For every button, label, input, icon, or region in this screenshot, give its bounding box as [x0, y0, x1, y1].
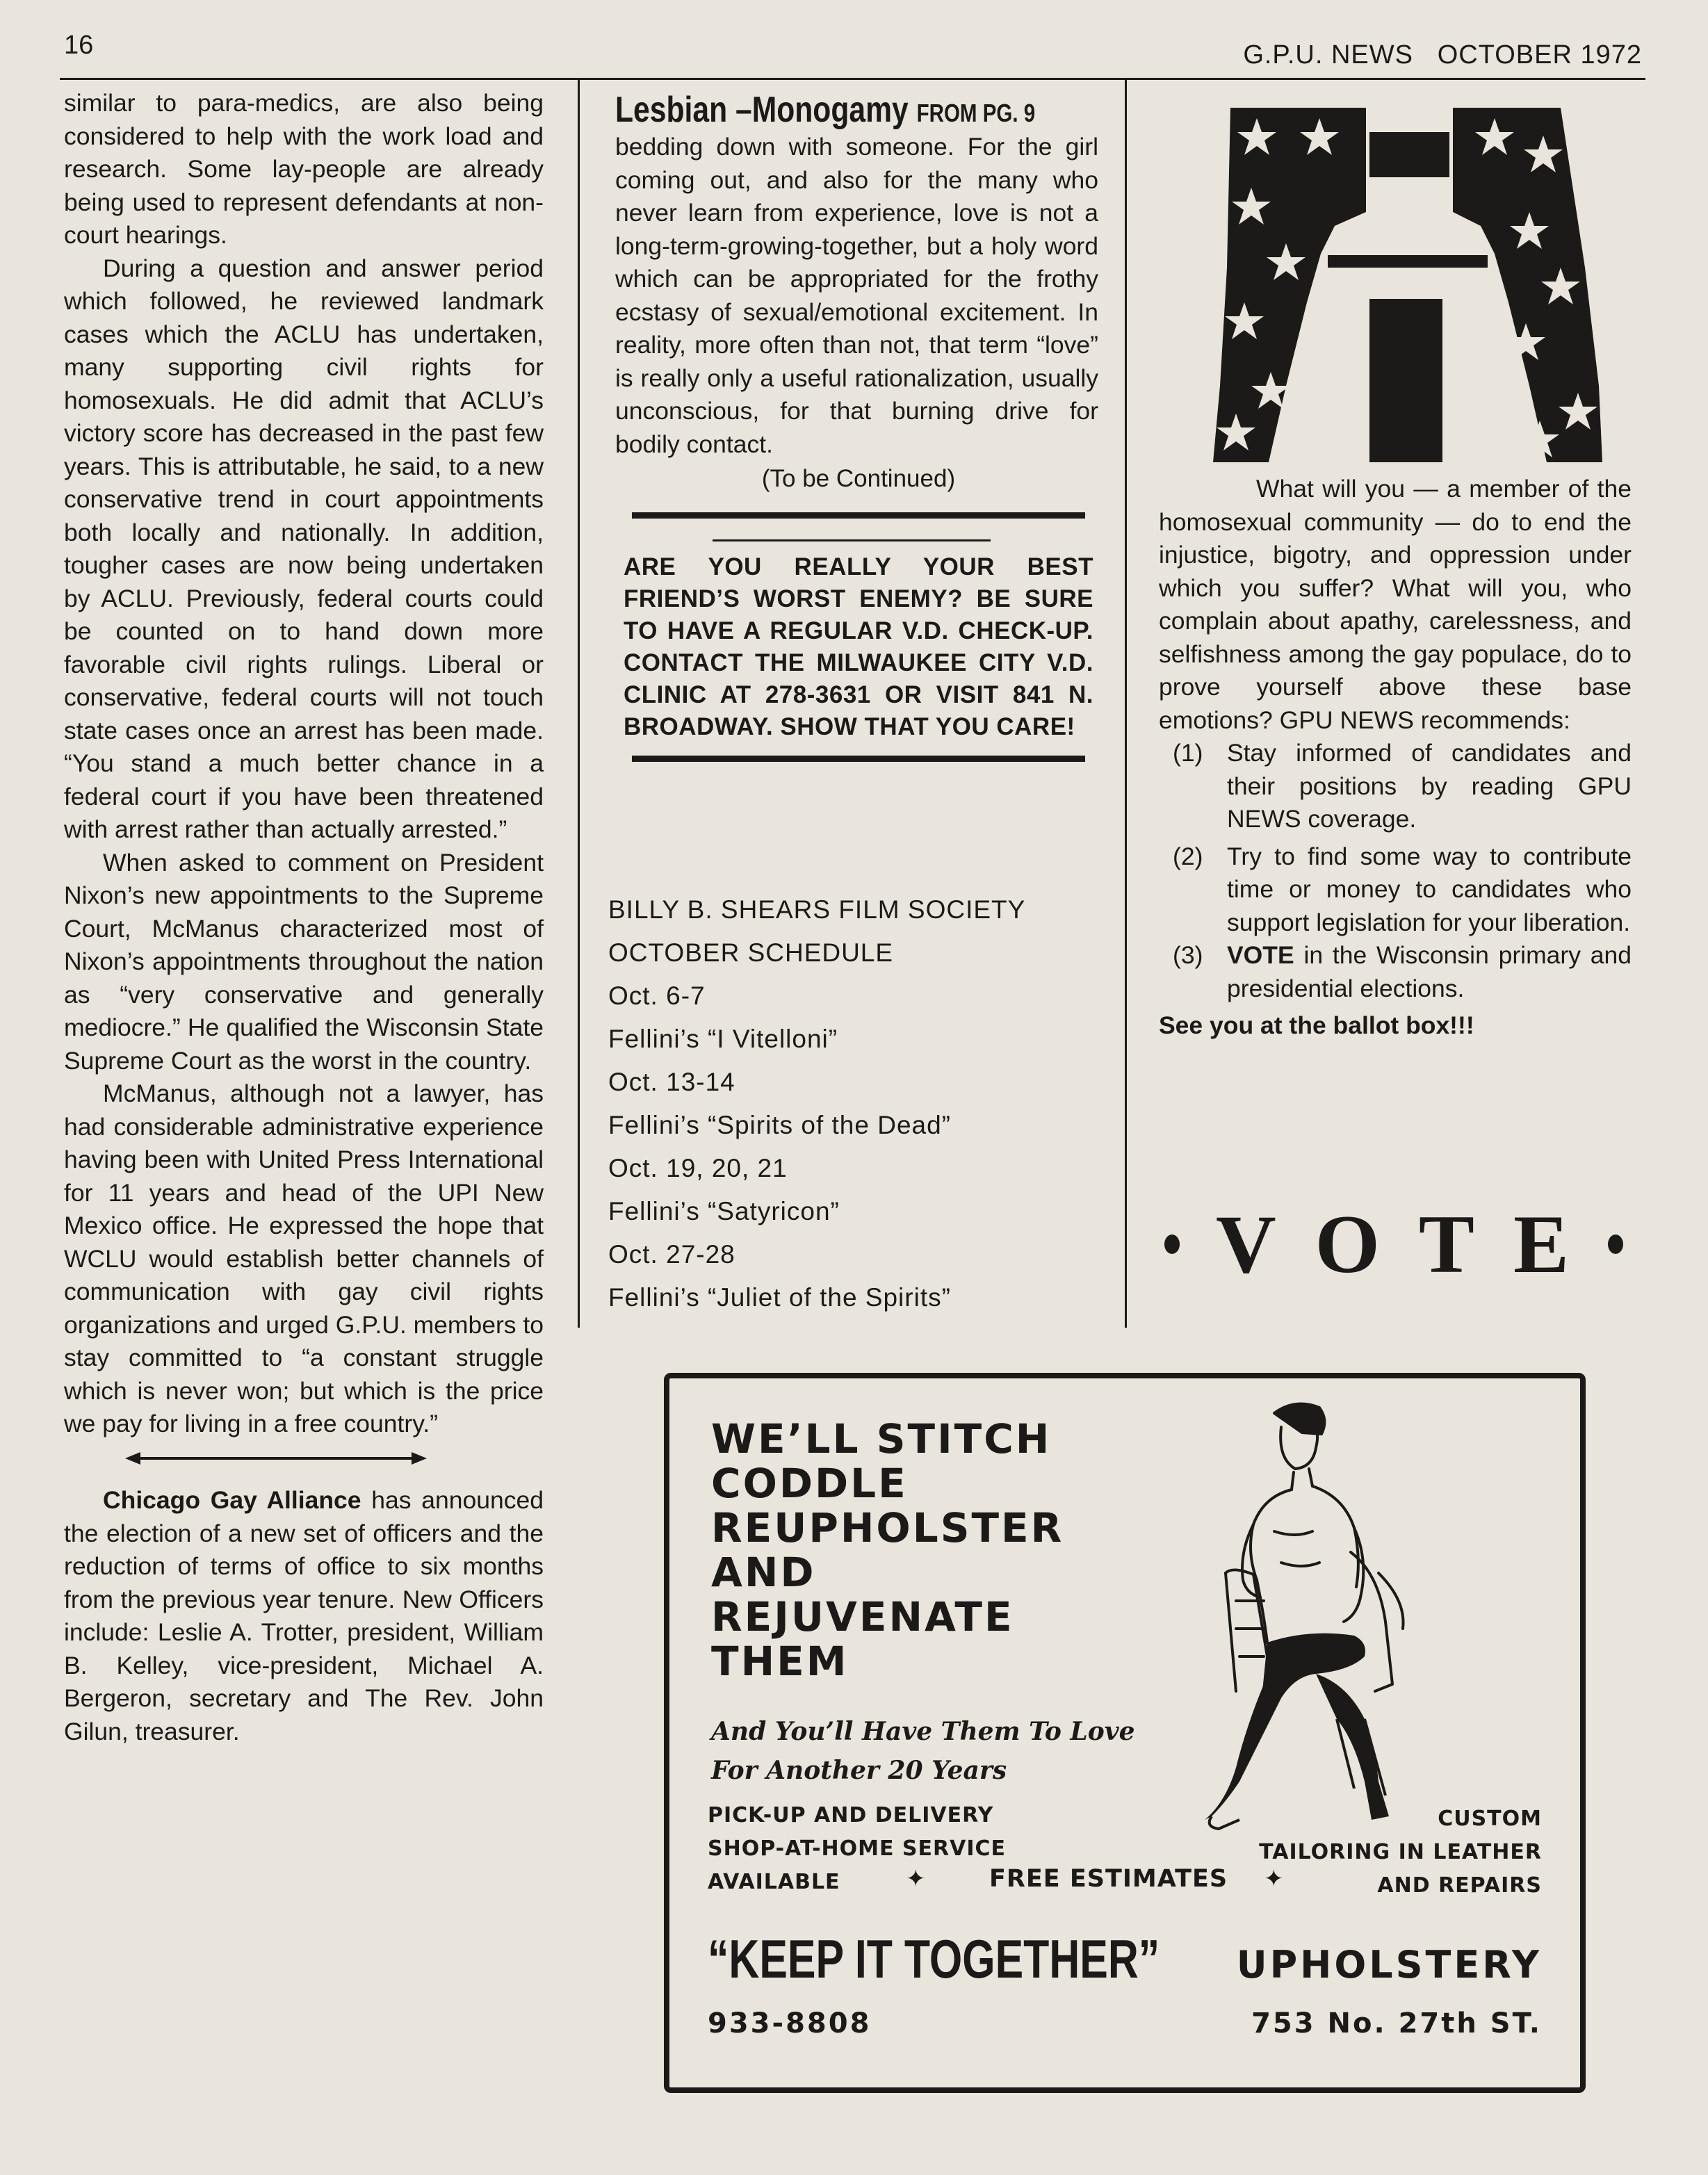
vote-letter: T — [1418, 1198, 1477, 1290]
article-title — [615, 89, 1036, 131]
ad-tagline-line: And You’ll Have Them To Love — [711, 1717, 1135, 1746]
item-text: Try to find some way to contribute time or money to candidates who support legislation for your liberation. — [1227, 842, 1632, 936]
seated-man-illustration — [1198, 1392, 1434, 1837]
ad-tagline — [711, 1712, 1135, 1790]
vote-intro: What will you — a member of the homosexual community — do to end the injustice, bigotry, and oppression under which you suffer? What will you, who complain about apathy, carelessness, and selfishness among the gay populace, do to prove yourself above these base emotions? GPU NEWS recommends: — [1159, 475, 1632, 734]
to-be-continued: (To be Continued) — [761, 465, 956, 492]
film-title: Fellini’s “I Vitelloni” — [608, 1025, 838, 1053]
rule — [632, 512, 1085, 519]
ad-headline-line: CODDLE — [711, 1460, 908, 1507]
publication-name: G.P.U. NEWS — [1243, 40, 1413, 70]
ad-service-line-3 — [708, 1866, 1006, 1899]
middle-column — [615, 89, 1102, 762]
ad-headline-line: REUPHOLSTER — [711, 1504, 1064, 1551]
item-number: (2) — [1173, 842, 1203, 870]
item-number: (1) — [1173, 739, 1203, 767]
ad-custom-line: TAILORING IN LEATHER — [1259, 1840, 1542, 1864]
film-dates: Oct. 6-7 — [608, 981, 706, 1010]
star-spangled-m-graphic — [1203, 94, 1613, 469]
alliance-text: has announced the election of a new set of officers and the reduction of terms of office to six months from the previous year tenure. New Officers include: Leslie A. Trotter, president, William B. Kelley, vice-president, Michael A. Bergeron, secretary and The Rev. John Gilun, treasurer. — [64, 1486, 544, 1745]
running-header — [1243, 40, 1642, 70]
rule — [713, 539, 991, 541]
right-column — [1159, 473, 1632, 1043]
film-dates: Oct. 27-28 — [608, 1240, 735, 1269]
vd-clinic-notice: ARE YOU REALLY YOUR BEST FRIEND’S WORST ENEMY? BE SURE TO HAVE A REGULAR V.D. CHECK-UP. CONTACT THE MILWAUKEE CITY V.D. CLINIC AT 278-3631 OR VISIT 841 N. BROADWAY. SHOW THAT YOU CARE! — [624, 553, 1093, 740]
ad-free-estimates: FREE ESTIMATES — [989, 1865, 1228, 1893]
recommendation-item — [1159, 840, 1632, 940]
vote-letter: E — [1513, 1198, 1572, 1290]
rule — [632, 756, 1085, 762]
ad-service-line: PICK-UP AND DELIVERY — [708, 1803, 994, 1827]
ad-headline-line: AND — [711, 1549, 816, 1596]
ad-headline — [711, 1417, 1064, 1684]
ad-service-line: SHOP-AT-HOME SERVICE — [708, 1836, 1007, 1861]
ad-bullet-icon: ✦ — [1264, 1865, 1285, 1893]
recommendation-item — [1159, 939, 1632, 1005]
ad-address: 753 No. 27th ST. — [1251, 2007, 1542, 2039]
item-text-rest: in the Wisconsin primary and presidential elections. — [1227, 941, 1632, 1002]
film-dates: Oct. 19, 20, 21 — [608, 1154, 788, 1182]
article-paragraph: McManus, although not a lawyer, has had considerable administrative experience having been with United Press International for 11 years and head of the UPI New Mexico office. He expressed the hope that WCLU would establish better channels of communication with gay civil rights organizations and urged G.P.U. members to stay committed to “a constant struggle which is never won; but which is the price we pay for living in a free country.” — [64, 1080, 544, 1437]
ad-name-big: “KEEP IT TOGETHER” — [708, 1928, 1160, 1989]
film-title: Fellini’s “Satyricon” — [608, 1197, 840, 1225]
ad-tagline-line: For Another 20 Years — [711, 1756, 1007, 1785]
arrow-divider — [64, 1441, 544, 1476]
film-title: Fellini’s “Spirits of the Dead” — [608, 1111, 951, 1139]
continued-from: FROM PG. 9 — [916, 99, 1036, 127]
issue-date: OCTOBER 1972 — [1437, 40, 1642, 70]
article-body: bedding down with someone. For the girl coming out, and also for the many who never learn from experience, love is not a long-term-growing-together, but a holy word which can be appropriated for the frothy ecstasy of sexual/emotional excitement. In reality, more often than not, that term “love” is really only a useful rationalization, usually unconscious, for that burning drive for bodily contact. — [615, 133, 1098, 458]
ad-phone: 933-8808 — [708, 2007, 872, 2039]
item-number: (3) — [1173, 941, 1203, 969]
ad-services — [708, 1799, 1006, 1899]
alliance-name: Chicago Gay Alliance — [103, 1486, 361, 1514]
article-paragraph: similar to para-medics, are also being considered to help with the work load and research. Some lay-people are already being used to represent defendants at non-court hearings. — [64, 89, 544, 249]
ad-headline-line: THEM — [711, 1638, 849, 1685]
ad-bullet-icon: ✦ — [906, 1865, 927, 1893]
vote-letter: V — [1215, 1198, 1279, 1290]
ad-custom-line: CUSTOM — [1438, 1807, 1542, 1831]
column-divider-right — [1125, 80, 1127, 1328]
film-dates: Oct. 13-14 — [608, 1068, 735, 1096]
column-divider-left — [578, 80, 580, 1328]
item-text — [1227, 939, 1632, 1005]
recommendation-item — [1159, 737, 1632, 836]
film-schedule — [608, 888, 1109, 1319]
page-number: 16 — [64, 31, 94, 60]
bullet-dot — [1608, 1235, 1623, 1254]
vote-banner — [1164, 1192, 1623, 1296]
vote-emphasis: VOTE — [1227, 941, 1294, 969]
bullet-dot — [1164, 1235, 1180, 1254]
article-title-text: Lesbian –Monogamy — [615, 90, 909, 130]
ad-custom-line: AND REPAIRS — [1377, 1873, 1542, 1898]
film-society-name: BILLY B. SHEARS FILM SOCIETY — [608, 895, 1026, 924]
upholstery-advertisement — [664, 1373, 1586, 2093]
item-text: Stay informed of candidates and their positions by reading GPU NEWS coverage. — [1227, 739, 1632, 833]
ad-headline-line: REJUVENATE — [711, 1593, 1014, 1640]
film-schedule-heading: OCTOBER SCHEDULE — [608, 938, 894, 967]
ad-headline-line: WE’LL STITCH — [711, 1415, 1052, 1463]
ad-service-available: AVAILABLE — [708, 1870, 840, 1894]
vote-letter: O — [1315, 1198, 1383, 1290]
article-paragraph: During a question and answer period which followed, he reviewed landmark cases which the ACLU has undertaken, many supporting civil rights for homosexuals. He did admit that ACLU’s victory score has decreased in the past few years. This is attributable, he said, to a new conservative trend in court appointments both locally and nationally. In addition, tougher cases are now being undertaken by ACLU. Previously, federal courts could be counted on to hand down more favorable civil rights rulings. Liberal or conservative, federal courts will not touch state cases once an arrest has been made. “You stand a much better chance in a federal court if you have been threatened with arrest rather than actually arrested.” — [64, 254, 544, 843]
ad-name-rest: UPHOLSTERY — [1236, 1943, 1542, 1987]
ad-custom-tailoring — [1259, 1802, 1542, 1903]
header-rule — [60, 78, 1645, 80]
left-column — [64, 87, 544, 1748]
ballot-box-closing: See you at the ballot box!!! — [1159, 1011, 1474, 1039]
ad-business-name — [708, 1928, 1542, 1991]
article-paragraph: When asked to comment on President Nixon’s new appointments to the Supreme Court, McManus characterized most of Nixon’s appointments throughout the nation as “very conservative and generally mediocre.” He qualified the Wisconsin State Supreme Court as the worst in the country. — [64, 848, 544, 1075]
alliance-paragraph — [64, 1484, 544, 1748]
film-title: Fellini’s “Juliet of the Spirits” — [608, 1283, 951, 1312]
